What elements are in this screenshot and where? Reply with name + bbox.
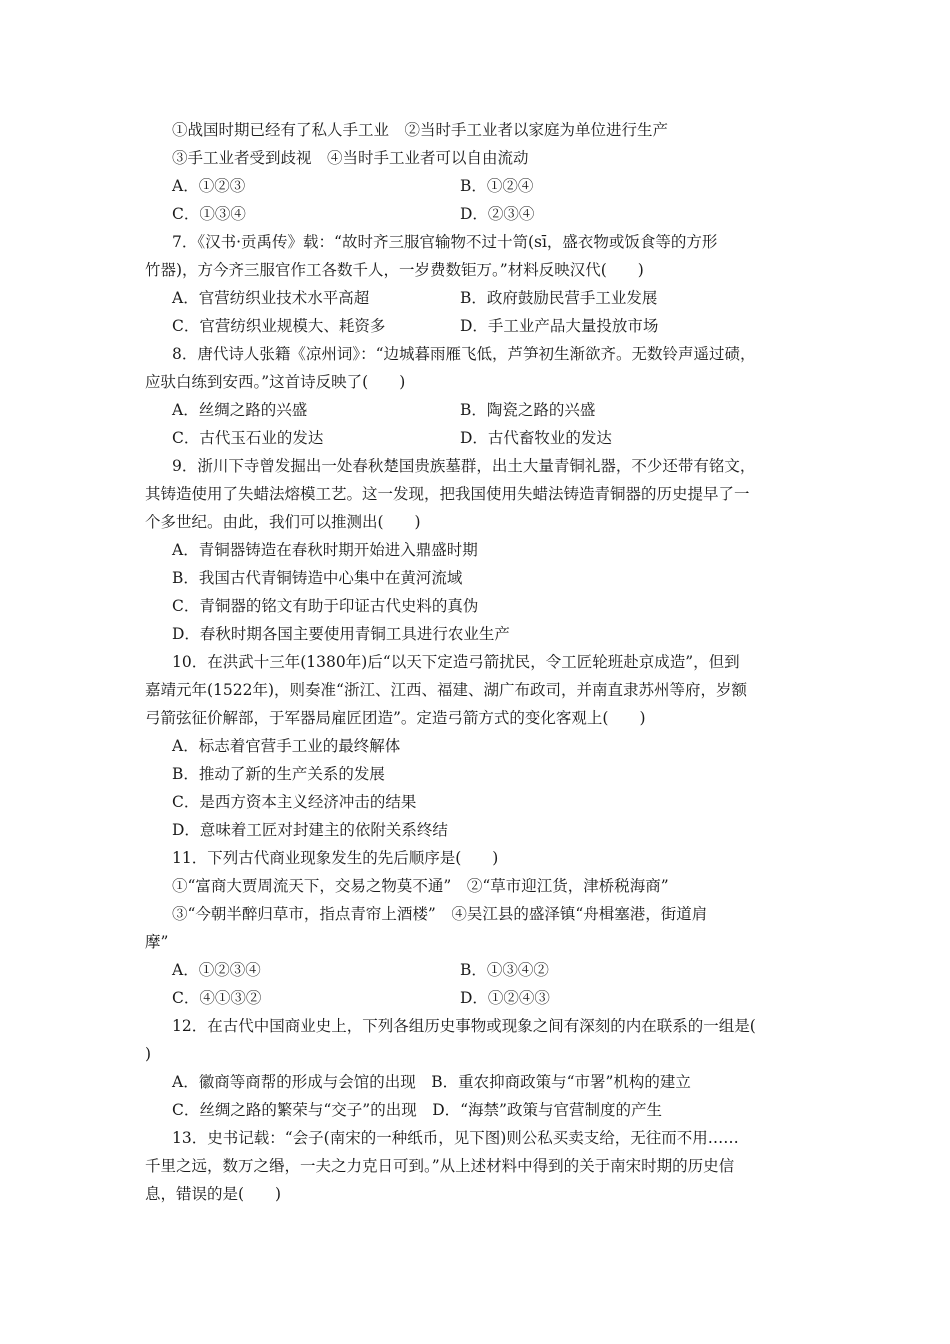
- q8-option-c: C．古代玉石业的发达: [172, 429, 324, 447]
- q7-option-d: D．手工业产品大量投放市场: [460, 317, 659, 335]
- q8-option-b: B．陶瓷之路的兴盛: [460, 401, 596, 419]
- q11-statement-2: ③“今朝半醉归草市，指点青帘上酒楼” ④吴江县的盛泽镇“舟楫塞港，街道肩: [172, 905, 708, 923]
- q9-option-c: C．青铜器的铭文有助于印证古代史料的真伪: [172, 597, 479, 615]
- q13-stem-line-2: 千里之远，数万之缗，一夫之力克日可到。”从上述材料中得到的关于南宋时期的历史信: [145, 1157, 735, 1175]
- q12-options-ab: A．徽商等商帮的形成与会馆的出现 B．重农抑商政策与“市署”机构的建立: [172, 1073, 691, 1091]
- q7-option-a: A．官营纺织业技术水平高超: [172, 289, 370, 307]
- q11-option-a: A．①②③④: [172, 961, 261, 979]
- q6-statement-2: ③手工业者受到歧视 ④当时手工业者可以自由流动: [172, 149, 529, 167]
- q10-option-c: C．是西方资本主义经济冲击的结果: [172, 793, 417, 811]
- q10-stem-line-3: 弓箭弦征价解部，于军器局雇匠团造”。定造弓箭方式的变化客观上( ): [145, 709, 646, 727]
- q9-stem-line-1: 9．浙川下寺曾发掘出一处春秋楚国贵族墓群，出土大量青铜礼器，不少还带有铭文，: [172, 457, 756, 475]
- q11-statement-1: ①“富商大贾周流天下，交易之物莫不通” ②“草市迎江货，津桥税海商”: [172, 877, 669, 895]
- q12-stem-line-2: ): [145, 1045, 152, 1063]
- q6-option-b: B．①②④: [460, 177, 534, 195]
- q8-stem-line-1: 8．唐代诗人张籍《凉州词》：“边城暮雨雁飞低，芦笋初生渐欲齐。无数铃声遥过碛，: [172, 345, 756, 363]
- q6-option-a: A．①②③: [172, 177, 246, 195]
- q10-stem-line-1: 10．在洪武十三年(1380年)后“以天下定造弓箭扰民，令工匠轮班赴京成造”，但到: [172, 653, 740, 671]
- q11-option-b: B．①③④②: [460, 961, 549, 979]
- q12-options-cd: C．丝绸之路的繁荣与“交子”的出现 D．“海禁”政策与官营制度的产生: [172, 1101, 662, 1119]
- q11-stem-line-1: 11．下列古代商业现象发生的先后顺序是( ): [172, 849, 499, 867]
- q10-stem-line-2: 嘉靖元年(1522年)，则奏准“浙江、江西、福建、湖广布政司，并南直隶苏州等府，岁额: [145, 681, 747, 699]
- q8-stem-line-2: 应驮白练到安西。”这首诗反映了( ): [145, 373, 406, 391]
- q9-option-d: D．春秋时期各国主要使用青铜工具进行农业生产: [172, 625, 510, 643]
- q7-option-c: C．官营纺织业规模大、耗资多: [172, 317, 386, 335]
- q8-option-d: D．古代畜牧业的发达: [460, 429, 612, 447]
- q6-option-d: D．②③④: [460, 205, 535, 223]
- q9-stem-line-2: 其铸造使用了失蜡法熔模工艺。这一发现，把我国使用失蜡法铸造青铜器的历史提早了一: [145, 485, 750, 503]
- q7-option-b: B．政府鼓励民营手工业发展: [460, 289, 658, 307]
- q9-option-a: A．青铜器铸造在春秋时期开始进入鼎盛时期: [172, 541, 478, 559]
- q6-option-c: C．①③④: [172, 205, 246, 223]
- q9-stem-line-3: 个多世纪。由此，我们可以推测出( ): [145, 513, 421, 531]
- q10-option-b: B．推动了新的生产关系的发展: [172, 765, 385, 783]
- q13-stem-line-3: 息，错误的是( ): [145, 1185, 282, 1203]
- q8-option-a: A．丝绸之路的兴盛: [172, 401, 308, 419]
- q10-option-d: D．意味着工匠对封建主的依附关系终结: [172, 821, 448, 839]
- q9-option-b: B．我国古代青铜铸造中心集中在黄河流域: [172, 569, 463, 587]
- q7-stem-line-1: 7．《汉书·贡禹传》载：“故时齐三服官输物不过十笥(sī，盛衣物或饭食等的方形: [172, 233, 718, 251]
- q10-option-a: A．标志着官营手工业的最终解体: [172, 737, 401, 755]
- q11-option-c: C．④①③②: [172, 989, 262, 1007]
- q13-stem-line-1: 13．史书记载：“会子(南宋的一种纸币，见下图)则公私买卖支给，无往而不用……: [172, 1129, 739, 1147]
- q6-statement-1: ①战国时期已经有了私人手工业 ②当时手工业者以家庭为单位进行生产: [172, 121, 669, 139]
- q7-stem-line-2: 竹器)，方今齐三服官作工各数千人，一岁费数钜万。”材料反映汉代( ): [145, 261, 644, 279]
- q12-stem-line-1: 12．在古代中国商业史上，下列各组历史事物或现象之间有深刻的内在联系的一组是(: [172, 1017, 756, 1035]
- q11-option-d: D．①②④③: [460, 989, 550, 1007]
- q11-statement-3: 摩”: [145, 933, 169, 951]
